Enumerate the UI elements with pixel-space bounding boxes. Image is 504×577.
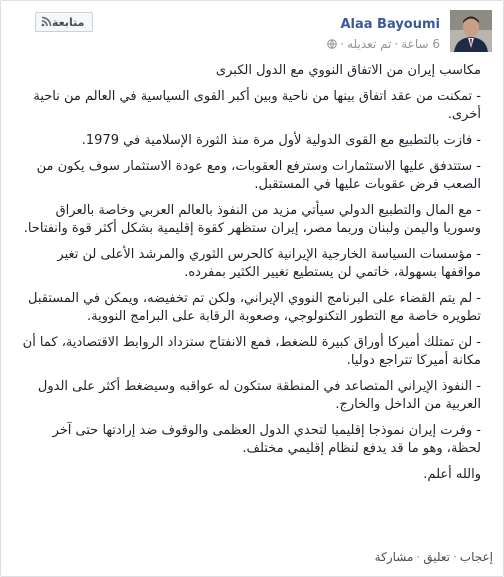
meta-separator: · [340,37,345,51]
globe-icon[interactable] [327,37,337,51]
action-separator: · [452,550,457,564]
share-link[interactable]: مشاركة [374,550,414,564]
avatar[interactable] [450,10,492,52]
post-meta [327,37,440,51]
post-paragraph: - وفرت إيران نموذجا إقليميا لتحدي الدول العظمى والوقوف ضد إرادتها حتى آخر لحظة، وهو ما قد يدفع لنظام إقليمي مختلف. [52,423,481,456]
post-body [21,62,481,484]
post-paragraph: - لم يتم القضاء على البرنامج النووي الإيراني، ولكن تم تخفيضه، ويمكن في المستقبل تطويره خاصة مع التطور التكنولوجي، وصعوبة الرقابة على البرامج النووية. [28,291,481,324]
meta-separator: · [394,37,399,51]
post-paragraph: - ستتدفق عليها الاستثمارات وسترفع العقوبات، ومع عودة الاستثمار سوف يكون من الصعب فرض عقوبات عليها في المستقبل. [36,159,481,192]
action-separator: · [416,550,421,564]
post-paragraph: - مؤسسات السياسة الخارجية الإيرانية كالحرس الثوري والمرشد الأعلى لن تغير مواقفها بسهولة، خاتمي لن يستطيع تغيير الكثير بمفرده. [57,247,481,280]
profile-photo [450,10,492,52]
post-paragraph: - النفوذ الإيراني المتصاعد في المنطقة ستكون له عواقبه وسيضغط أكثر على الدول العربية من الداخل والخارج. [37,379,481,412]
post-paragraph: - فازت بالتطبيع مع القوى الدولية لأول مرة منذ الثورة الإسلامية في 1979. [81,133,481,148]
edited-label[interactable]: تم تعديله [347,37,392,51]
post-closing: والله أعلم. [423,467,481,482]
follow-button-label: متابعة [52,15,85,29]
post-paragraph: - مع المال والتطبيع الدولي سيأتي مزيد من النفوذ بالعالم العربي وخاصة بالعراق وسوريا واليمن ولبنان وربما مصر، إيران ستظهر كقوة إقليمية بشكل أكثر قوة وانفتاحا. [23,203,481,236]
post-title: مكاسب إيران من الاتفاق النووي مع الدول الكبرى [215,63,481,78]
post-paragraph: - لن تمتلك أميركا أوراق كبيرة للضغط، فمع الانفتاح ستزداد الروابط الاقتصادية، كما أن مكانة أميركا تتراجع دوليا. [22,335,481,368]
comment-link[interactable]: تعليق [423,550,450,564]
author-name[interactable]: Alaa Bayoumi [340,17,440,32]
post-actions [11,550,493,568]
post-header [10,10,492,58]
like-link[interactable]: إعجاب [459,550,493,564]
follow-button[interactable] [35,12,93,32]
post-time[interactable]: 6 ساعة [401,37,440,51]
rss-icon [41,16,52,29]
post-paragraph: - تمكنت من عقد اتفاق بينها من ناحية وبين أكبر القوى السياسية في العالم من ناحية أخرى. [33,89,481,122]
